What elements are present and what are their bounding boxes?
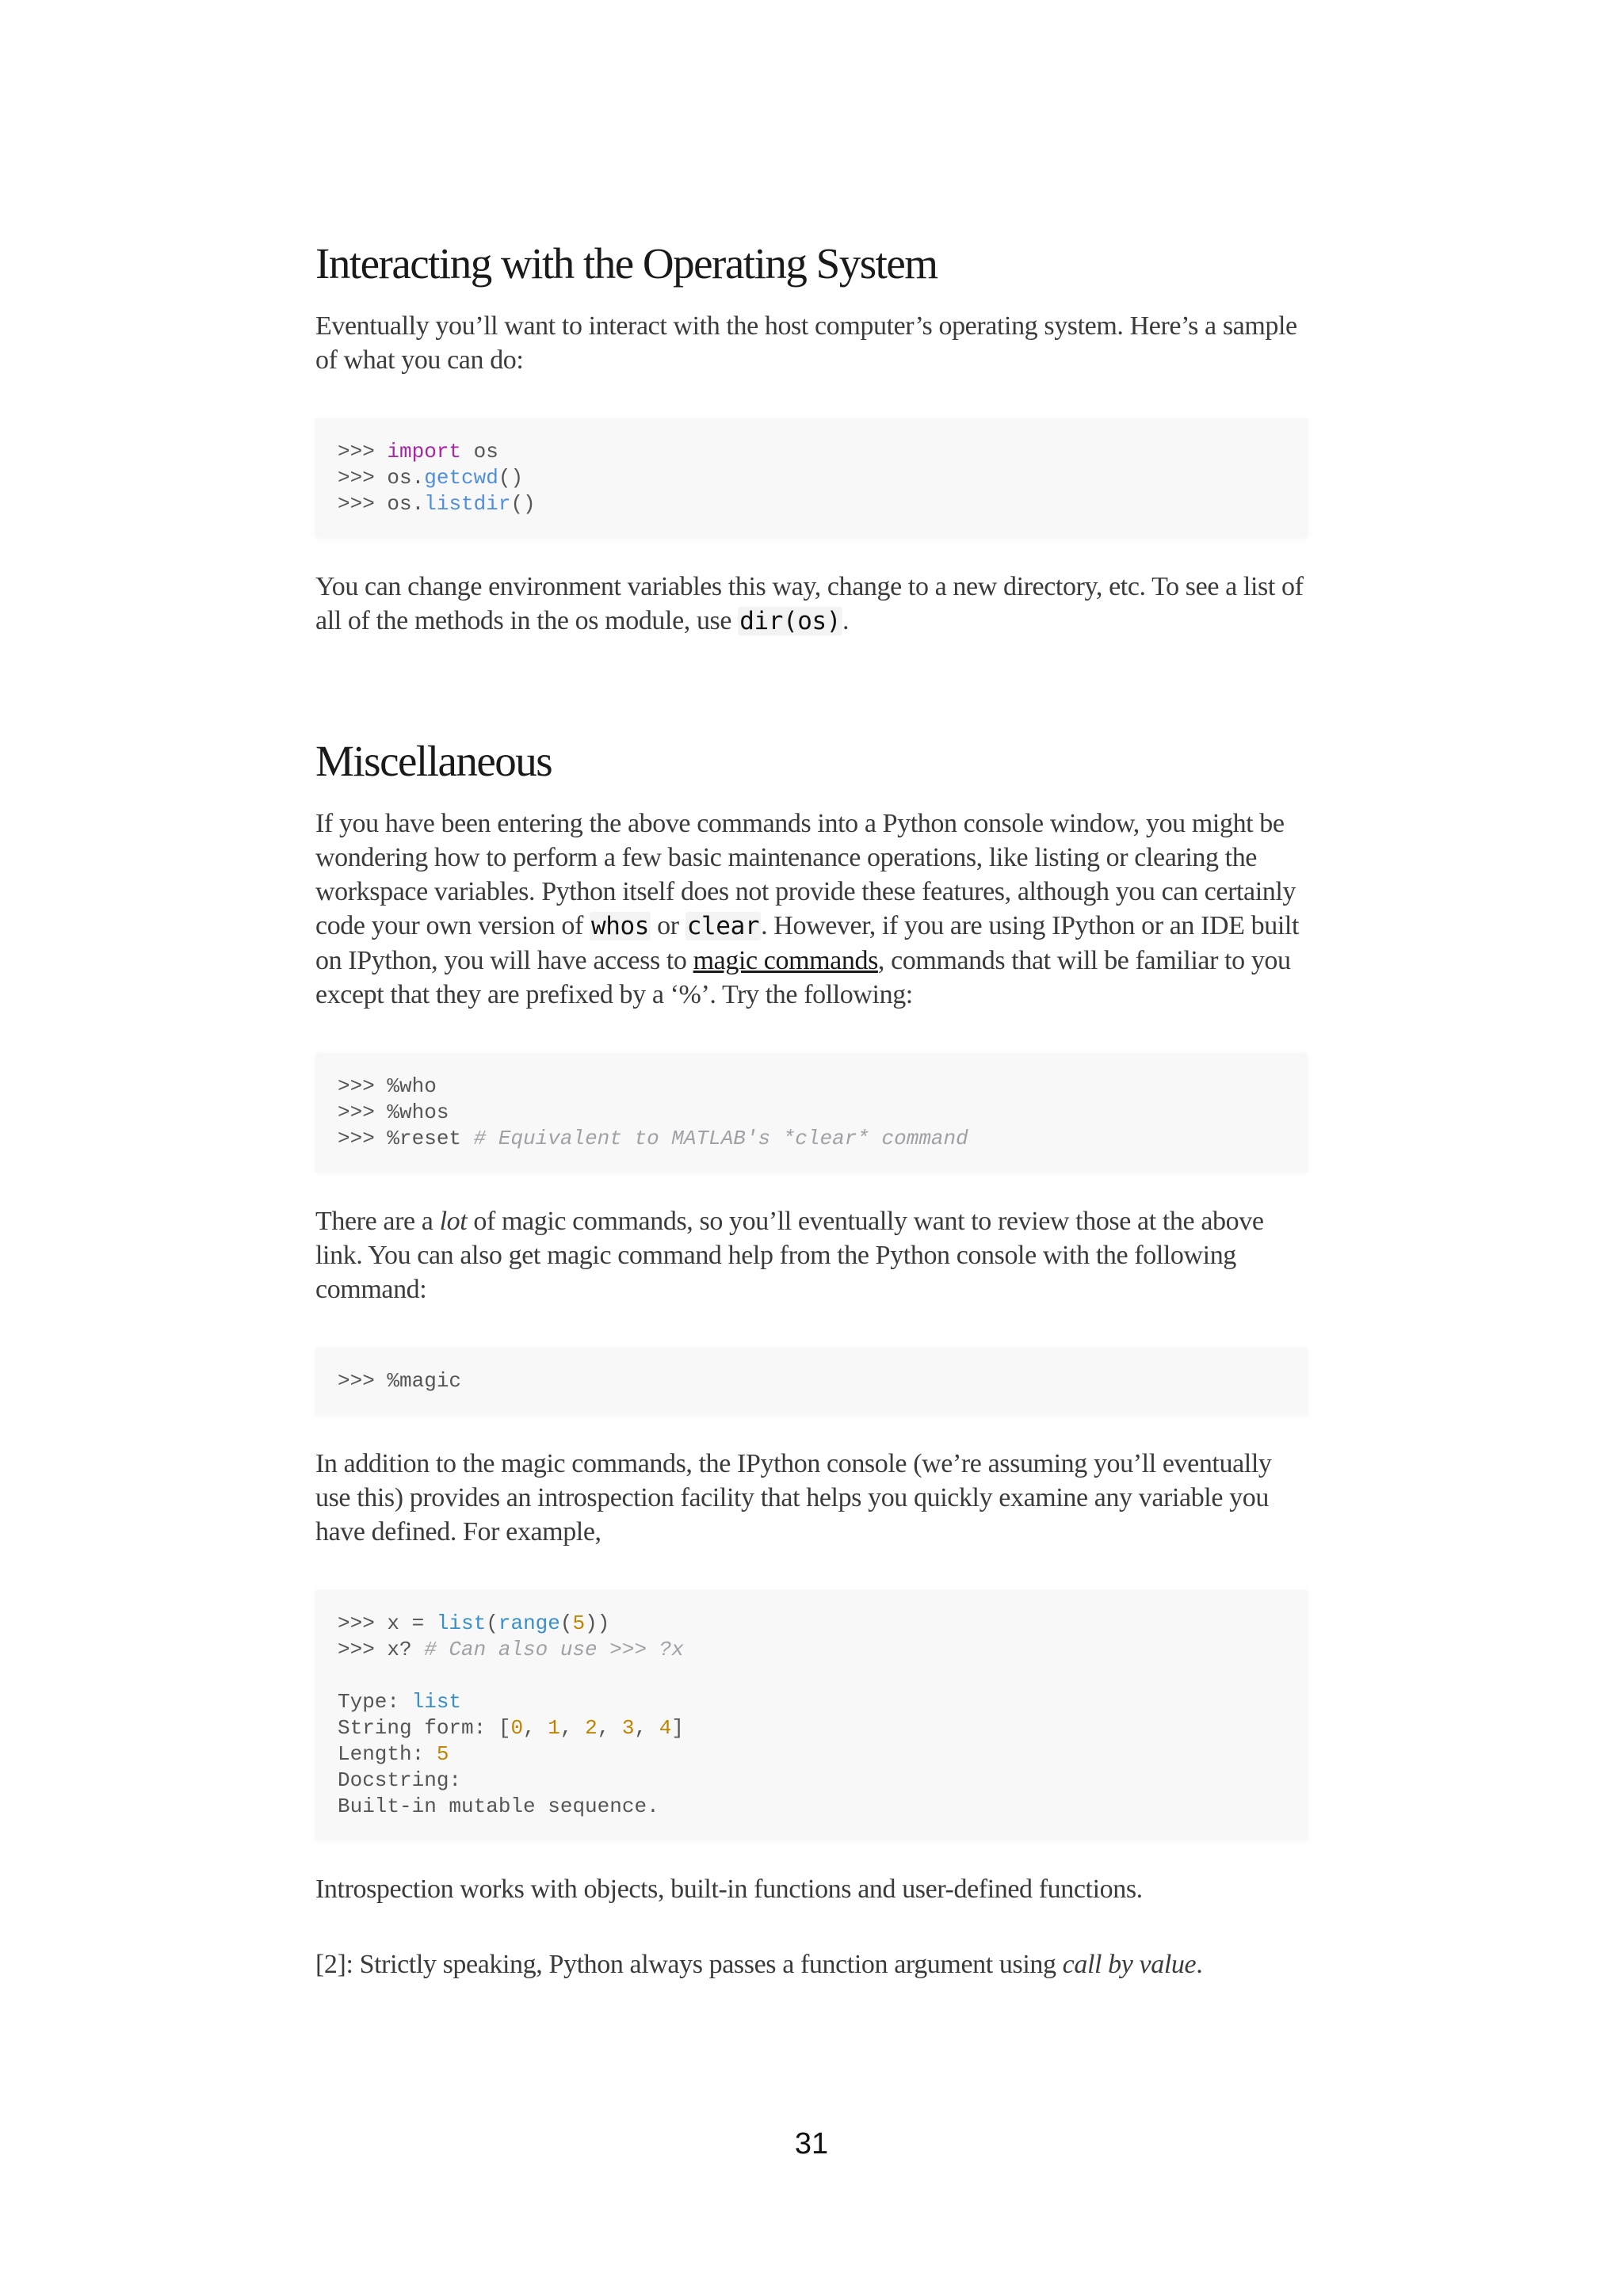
os-after-paragraph: You can change environment variables this way, change to a new directory, etc. To see a list of all of the methods in the os module, use dir(os). (315, 572, 1304, 635)
page-content (315, 238, 1308, 1981)
misc-paragraph-3: In addition to the magic commands, the IPython console (we’re assuming you’ll eventually use this) provides an introspection facility that helps you quickly examine any variable you have defined. For example, (315, 1449, 1272, 1547)
code-line: >>> x = list(range(5)) (338, 1611, 610, 1635)
footnote: [2]: Strictly speaking, Python always passes a function argument using call by value. (315, 1950, 1203, 1979)
code-line: >>> import os (338, 440, 498, 463)
misc-paragraph-2: There are a lot of magic commands, so you’ll eventually want to review those at the above link. You can also get magic command help from the Python console with the following command: (315, 1207, 1264, 1304)
code-line: >>> os.listdir() (338, 492, 536, 516)
code-line: >>> x? # Can also use >>> ?x (338, 1638, 684, 1661)
code-line: >>> %whos (338, 1100, 449, 1124)
inline-code-whos: whos (590, 912, 650, 940)
code-line: Built-in mutable sequence. (338, 1794, 659, 1818)
code-block-os (315, 418, 1308, 538)
inline-code-dir: dir(os) (739, 607, 842, 635)
section-title-os: Interacting with the Operating System (315, 239, 938, 288)
page-number: 31 (794, 2127, 829, 2161)
code-line: >>> %reset # Equivalent to MATLAB's *clear* command (338, 1127, 968, 1150)
magic-commands-link[interactable]: magic commands (693, 946, 878, 975)
code-line: String form: [0, 1, 2, 3, 4] (338, 1716, 684, 1740)
misc-paragraph-1: If you have been entering the above commands into a Python console window, you might be wondering how to perform a few basic maintenance operations, like listing or clearing the workspace variables. Python itself does not provide these features, although you can certainly code your own version of whos or clear. However, if you are using IPython or an IDE built on IPython, you will have access to magic commands, commands that will be familiar to you except that they are prefixed by a ‘%’. Try the following: (315, 809, 1299, 1009)
code-line: >>> %magic (338, 1369, 462, 1393)
code-block-magic-who (315, 1053, 1308, 1173)
code-line: Docstring: (338, 1768, 462, 1792)
misc-paragraph-4: Introspection works with objects, built-in functions and user-defined functions. (315, 1875, 1143, 1904)
code-line: >>> os.getcwd() (338, 466, 524, 490)
inline-code-clear: clear (686, 912, 760, 940)
code-block-magic (315, 1348, 1308, 1415)
code-line: >>> %who (338, 1074, 437, 1098)
code-line: Type: list (338, 1690, 462, 1714)
section-title-misc: Miscellaneous (315, 737, 552, 785)
code-line: Length: 5 (338, 1742, 449, 1766)
code-block-introspection (315, 1590, 1308, 1840)
os-intro-paragraph: Eventually you’ll want to interact with the host computer’s operating system. Here’s a sample of what you can do: (315, 311, 1297, 375)
